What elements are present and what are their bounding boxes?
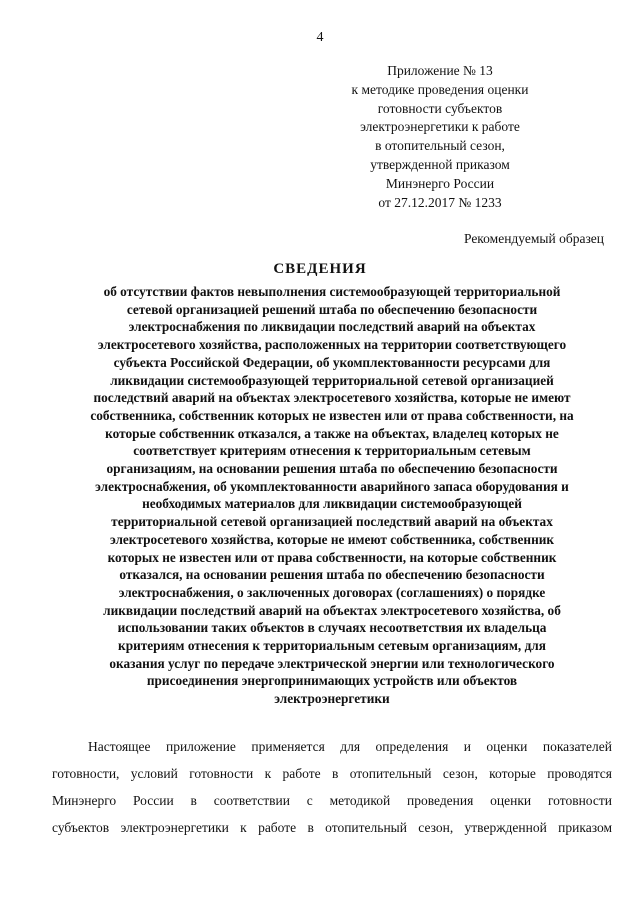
subtitle-line: электроснабжения по ликвидации последствий аварий на объектах [128,319,536,335]
subtitle-line: территориальной сетевой организацией последствий аварий на объектах [111,514,553,530]
subtitle-line: электроэнергетики [274,691,390,707]
appendix-line: утвержденной приказом [370,156,510,172]
subtitle-line: отказался, на основании решения штаба по обеспечению безопасности [119,567,545,583]
appendix-line: Приложение № 13 [387,63,493,78]
subtitle-line: критериям отнесения к территориальным сетевым организациям, для [118,638,546,654]
subtitle-line: электросетевого хозяйства, которые не имеют собственника, собственник [109,531,555,547]
subtitle-line: электроснабжения, об укомплектованности аварийного запаса оборудования и [95,478,569,494]
body-line: готовности, условий готовности к работе в отопительный сезон, которые проводятся [52,766,612,781]
subtitle-line: об отсутствии фактов невыполнения системообразующей территориальной [103,284,561,299]
body-line: Минэнерго России в соответствии с методикой проведения оценки готовности [52,793,612,808]
page-number: 4 [316,30,324,45]
appendix-line: готовности субъектов [377,100,503,116]
appendix-line: электроэнергетики к работе [360,119,520,135]
subtitle-line: использовании таких объектов в случаях несоответствия их владельца [117,620,547,636]
appendix-line: в отопительный сезон, [375,138,505,154]
subtitle-line: сетевой организацией решений штаба по обеспечению безопасности [126,301,538,317]
subtitle-line: субъекта Российской Федерации, об укомплектованности ресурсами для [113,354,551,370]
subtitle-line: которые собственник отказался, а также на объектах, владелец которых не [105,425,559,441]
subtitle-line: собственника, собственник которых не известен или от права собственности, на [90,407,574,423]
body-line: субъектов электроэнергетики к работе в отопительный сезон, утвержденной приказом [52,820,612,835]
subtitle-line: последствий аварий на объектах электросетевого хозяйства, которые не имеют [93,390,571,406]
appendix-line: от 27.12.2017 № 1233 [378,194,502,210]
appendix-line: к методике проведения оценки [351,81,529,97]
body-paragraph [52,733,612,841]
subtitle-line: присоединения энергопринимающих устройств или объектов [146,673,518,689]
subtitle-line: оказания услуг по передаче электрической энергии или технологического [109,655,555,671]
document-subtitle [52,283,612,708]
subtitle-line: ликвидации последствий аварий на объектах электросетевого хозяйства, об [103,602,561,618]
subtitle-line: электроснабжения, о заключенных договорах (соглашениях) о порядке [118,584,546,600]
subtitle-line: необходимых материалов для ликвидации системообразующей [142,496,522,512]
recommended-sample-label: Рекомендуемый образец [463,231,604,246]
appendix-line: Минэнерго России [385,175,495,191]
subtitle-line: организациям, на основании решения штаба по обеспечению безопасности [106,461,558,477]
subtitle-line: которых не известен или от права собственности, на которые собственник [107,549,557,565]
appendix-header [330,62,550,212]
body-line: Настоящее приложение применяется для определения и оценки показателей [88,739,612,754]
subtitle-line: электросетевого хозяйства, расположенных на территории соответствующего [97,337,567,353]
subtitle-line: соответствует критериям отнесения к территориальным сетевым [133,443,531,459]
document-heading: СВЕДЕНИЯ [273,261,367,277]
subtitle-line: ликвидации системообразующей территориальной сетевой организацией [110,372,554,388]
